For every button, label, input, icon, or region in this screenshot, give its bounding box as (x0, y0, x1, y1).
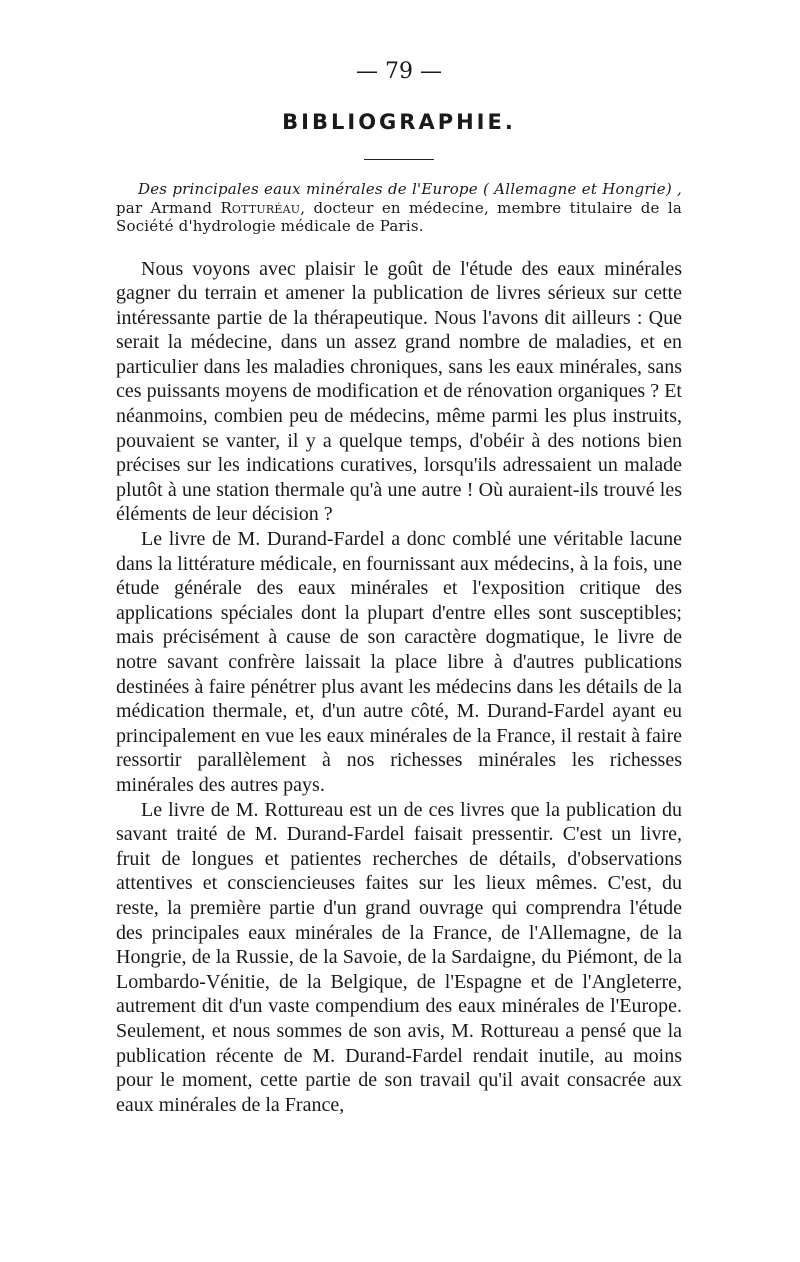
page-number: — 79 — (356, 59, 442, 84)
paragraph-2: Le livre de M. Durand-Fardel a donc comblé une véritable lacune dans la littérature médicale, en fournissant aux médecins, à la fois, une étude générale des eaux minérales et l'exposition critique des applications spéciales dont la plupart d'entre elles sont susceptibles; mais précisément à cause de son caractère dogmatique, le livre de notre savant confrère laissait la place libre à d'autres publications destinées à faire pénétrer plus avant les médecins dans les détails de la médication thermale, et, d'un autre côté, M. Durand-Fardel ayant eu principalement en vue les eaux minérales de la France, il restait à faire ressortir parallèlement à nos richesses minérales les richesses minérales des autres pays. (116, 528, 682, 796)
book-page (116, 58, 682, 1117)
bibliographic-entry (116, 180, 682, 236)
section-title: BIBLIOGRAPHIE. (282, 110, 516, 134)
paragraph-1: Nous voyons avec plaisir le goût de l'étude des eaux minérales gagner du terrain et amener la publication de livres sérieux sur cette intéressante partie de la thérapeutique. Nous l'avons dit ailleurs : Que serait la médecine, dans un assez grand nombre de maladies, et en particulier dans les maladies chroniques, sans les eaux minérales, sans ces puissants moyens de modification et de rénovation organiques ? Et néanmoins, combien peu de médecins, même parmi les plus instruits, pouvaient se vanter, il y a quelque temps, d'obéir à des notions bien précises sur les indications curatives, lorsqu'ils adressaient un malade plutôt à une station thermale qu'à une autre ! Où auraient-ils trouvé les éléments de leur décision ? (116, 257, 682, 526)
title-rule-divider (364, 159, 434, 160)
entry-author: Rotturéau (220, 198, 301, 217)
review-body (116, 257, 682, 1118)
entry-title: Des principales eaux minérales de l'Europe ( Allemagne et Hongrie) , (138, 180, 682, 198)
entry-description: , docteur en médecine, membre titulaire de la Société d'hydrologie médicale de Paris. (116, 198, 682, 235)
paragraph-3: Le livre de M. Rottureau est un de ces livres que la publication du savant traité de M. Durand-Fardel faisait pressentir. C'est un livre, fruit de longues et patientes recherches de détails, d'observations attentives et consciencieuses faites sur les lieux mêmes. C'est, du reste, la première partie d'un grand ouvrage qui comprendra l'étude des principales eaux minérales de la France, de l'Allemagne, de la Hongrie, de la Russie, de la Savoie, de la Sardaigne, du Piémont, de la Lombardo-Vénitie, de la Belgique, de l'Espagne et de l'Angleterre, autrement dit d'un vaste compendium des eaux minérales de l'Europe. Seulement, et nous sommes de son avis, M. Rottureau a pensé que la publication récente de M. Durand-Fardel rendait inutile, au moins pour le moment, cette partie de son travail qu'il avait consacrée aux eaux minérales de la France, (116, 798, 682, 1116)
entry-par: par Armand (116, 198, 221, 217)
